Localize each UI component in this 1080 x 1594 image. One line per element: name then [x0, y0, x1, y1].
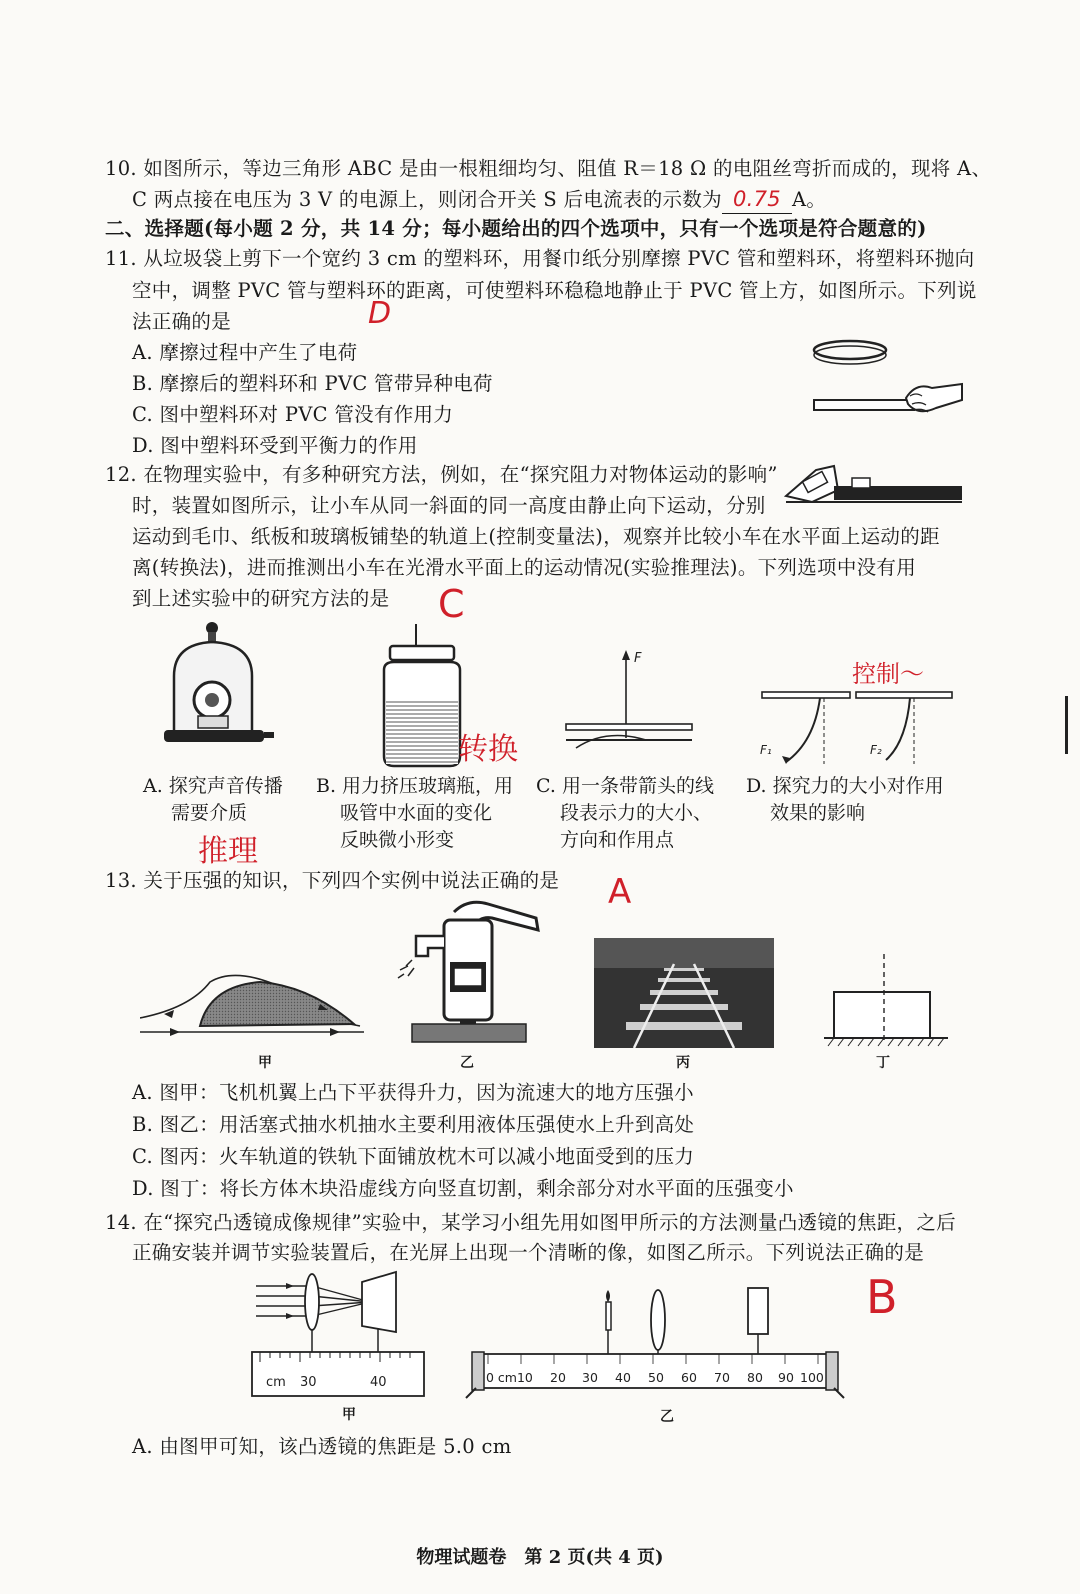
q13-fig-label-jia: 甲 [258, 1055, 272, 1071]
q12-option-a-line2: 需要介质 [171, 802, 248, 824]
q14-yi-tick-50: 50 [648, 1370, 664, 1385]
q10-handwritten-answer: 0.75 [732, 187, 781, 211]
section-2-heading: 二、选择题(每小题 2 分，共 14 分；每小题给出的四个选项中，只有一个选项是符合题意的) [105, 217, 927, 240]
q14-yi-tick-40: 40 [615, 1370, 631, 1385]
page-edge-mark [1065, 696, 1068, 754]
q12-option-d [746, 773, 976, 827]
q11-option-b: B. 摩擦后的塑料环和 PVC 管带异种电荷 [132, 372, 493, 395]
q12-option-c-line3: 方向和作用点 [560, 829, 675, 851]
q13-option-c: C. 图丙：火车轨道的铁轨下面铺放枕木可以减小地面受到的压力 [132, 1145, 695, 1168]
q14-line1: 14. 在“探究凸透镜成像规律”实验中，某学习小组先用如图甲所示的方法测量凸透镜的焦距，之后 [105, 1211, 956, 1234]
q14-yi-tick-70: 70 [714, 1370, 730, 1385]
q13-handwritten-answer: A [608, 872, 632, 912]
q13-fig-label-bing: 丙 [676, 1055, 690, 1071]
q14-yi-tick-30: 30 [582, 1370, 598, 1385]
q12-handwritten-note-a: 推理 [198, 834, 258, 869]
q12-option-b-line2: 吸管中水面的变化 [340, 802, 493, 824]
page-footer: 物理试题卷 第 2 页(共 4 页) [416, 1547, 664, 1568]
q12-figure-c-force-arrow [560, 648, 700, 758]
q14-yi-tick-0-10: 0 cm10 [486, 1370, 533, 1385]
q13-option-d: D. 图丁：将长方体木块沿虚线方向竖直切割，剩余部分对水平面的压强变小 [132, 1177, 794, 1200]
q10-line2-text: C 两点接在电压为 3 V 的电源上，则闭合开关 S 后电流表的示数为 [132, 188, 722, 211]
q14-jia-tick-unit: cm [266, 1375, 286, 1390]
q13-fig-label-ding: 丁 [876, 1055, 890, 1071]
q12-fig-c-f-label: F [634, 651, 642, 666]
q13-line1: 13. 关于压强的知识，下列四个实例中说法正确的是 [105, 869, 560, 892]
q12-handwritten-note-d: 控制～ [852, 660, 924, 688]
q12-line3: 运动到毛巾、纸板和玻璃板铺垫的轨道上(控制变量法)，观察并比较小车在水平面上运动的距 [132, 525, 940, 548]
q12-line2: 时，装置如图所示，让小车从同一斜面的同一高度由静止向下运动，分别 [132, 494, 766, 517]
q13-figure-bing-railway [594, 938, 774, 1048]
q13-option-b: B. 图乙：用活塞式抽水机抽水主要利用液体压强使水上升到高处 [132, 1113, 695, 1136]
q14-figure-yi-optical-bench [460, 1280, 860, 1400]
q12-option-d-line1: D. 探究力的大小对作用 [746, 775, 944, 797]
q14-fig-label-jia: 甲 [342, 1407, 356, 1423]
q12-option-a-line1: A. 探究声音传播 [143, 775, 283, 797]
q12-line5: 到上述实验中的研究方法的是 [132, 587, 390, 610]
q13-figure-yi-water-pump [388, 896, 548, 1046]
q12-option-a [143, 773, 313, 827]
q14-yi-tick-100: 100 [800, 1370, 824, 1385]
q12-line4: 离(转换法)，进而推测出小车在光滑水平面上的运动情况(实验推理法)。下列选项中没有用 [132, 556, 917, 579]
q14-jia-tick-30: 30 [300, 1375, 317, 1390]
q12-figure-d-ruler-bending [758, 684, 958, 784]
q12-option-c-line2: 段表示力的大小、 [560, 802, 713, 824]
q12-handwritten-note-b: 转换 [458, 732, 518, 767]
q11-line2: 空中，调整 PVC 管与塑料环的距离，可使塑料环稳稳地静止于 PVC 管上方，如图所示。下列说 [132, 279, 977, 302]
q11-option-d: D. 图中塑料环受到平衡力的作用 [132, 434, 418, 457]
q11-option-a: A. 摩擦过程中产生了电荷 [132, 341, 358, 364]
q14-figure-jia-focal-length [250, 1270, 430, 1400]
q14-jia-tick-40: 40 [370, 1375, 387, 1390]
q10-unit: A。 [791, 188, 827, 211]
q13-figure-jia-wing [140, 962, 380, 1052]
q12-line1: 12. 在物理实验中，有多种研究方法，例如，在“探究阻力对物体运动的影响” [105, 463, 778, 486]
q12-figure-incline-cart [782, 460, 967, 510]
q14-yi-tick-80: 80 [747, 1370, 763, 1385]
q10-line2 [132, 186, 826, 214]
q11-option-c: C. 图中塑料环对 PVC 管没有作用力 [132, 403, 454, 426]
q14-option-a: A. 由图甲可知，该凸透镜的焦距是 5.0 cm [132, 1435, 512, 1458]
q13-figure-ding-wood-block [824, 950, 954, 1050]
q12-fig-d-f1: F₁ [760, 743, 772, 757]
q14-yi-tick-60: 60 [681, 1370, 697, 1385]
q14-handwritten-answer: B [866, 1270, 898, 1324]
q12-option-b-line3: 反映微小形变 [340, 829, 455, 851]
q12-option-c-line1: C. 用一条带箭头的线 [536, 775, 714, 797]
q14-line2: 正确安装并调节实验装置后，在光屏上出现一个清晰的像，如图乙所示。下列说法正确的是 [132, 1241, 925, 1264]
q12-fig-d-f2: F₂ [870, 743, 882, 757]
q11-figure-ring-pvc [806, 336, 976, 426]
q14-yi-tick-20: 20 [550, 1370, 566, 1385]
q11-handwritten-answer: D [368, 296, 392, 331]
q12-option-c [536, 773, 736, 854]
q13-option-a: A. 图甲：飞机机翼上凸下平获得升力，因为流速大的地方压强小 [132, 1081, 694, 1104]
q10-line1: 10. 如图所示，等边三角形 ABC 是由一根粗细均匀、阻值 R＝18 Ω 的电阻丝弯折而成的，现将 A、 [105, 157, 992, 180]
q14-yi-tick-90: 90 [778, 1370, 794, 1385]
q10-answer-blank [722, 186, 792, 214]
q12-option-b [316, 773, 526, 854]
q12-figure-a-bell-jar [160, 618, 280, 758]
q12-option-b-line1: B. 用力挤压玻璃瓶，用 [316, 775, 514, 797]
q11-line1: 11. 从垃圾袋上剪下一个宽约 3 cm 的塑料环，用餐巾纸分别摩擦 PVC 管和塑料环，将塑料环抛向 [105, 247, 975, 270]
q12-handwritten-answer: C [438, 582, 465, 626]
q14-fig-label-yi: 乙 [660, 1409, 674, 1425]
q13-fig-label-yi: 乙 [460, 1055, 474, 1071]
q11-line3: 法正确的是 [132, 310, 232, 333]
q12-option-d-line2: 效果的影响 [770, 802, 866, 824]
